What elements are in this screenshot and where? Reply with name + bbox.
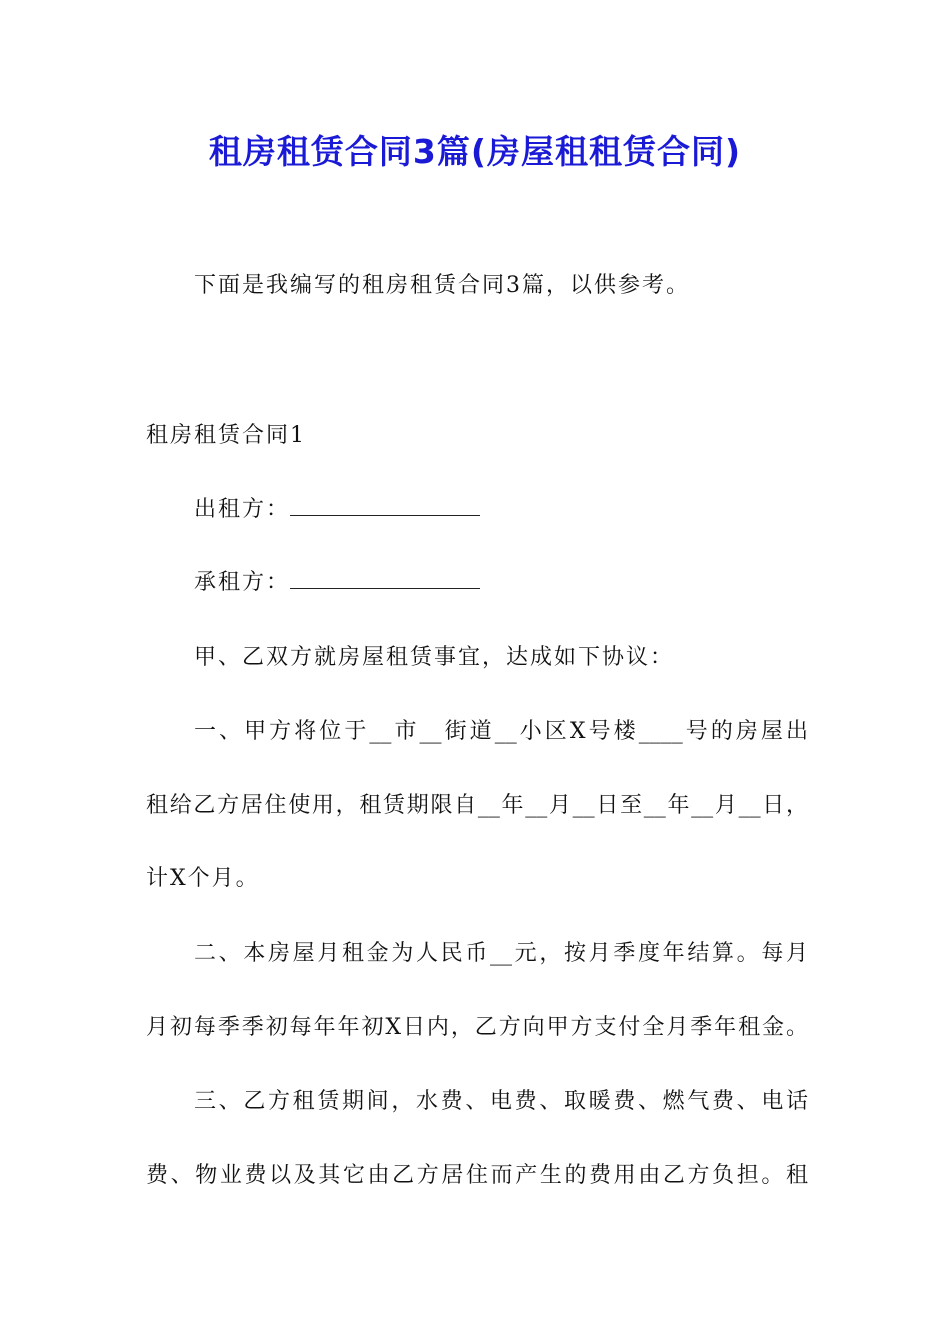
page-title: 租房租赁合同3篇(房屋租租赁合同) [208,132,742,171]
intro-paragraph: 下面是我编写的租房租赁合同3篇，以供参考。 [194,273,690,298]
lessee-label: 承租方： [194,570,291,595]
clause2-line1: 二、本房屋月租金为人民币__元，按月季度年结算。每月 [194,941,808,966]
clause2-line2: 月初每季季初每年年初X日内，乙方向甲方支付全月季年租金。 [146,1015,808,1040]
clause1-line3: 计X个月。 [146,866,260,891]
clause3-line2: 费、物业费以及其它由乙方居住而产生的费用由乙方负担。租 [146,1163,808,1188]
clause1-line2: 租给乙方居住使用，租赁期限自__年__月__日至__年__月__日， [146,793,808,818]
lessee-blank [290,568,480,589]
agreement-line: 甲、乙双方就房屋租赁事宜，达成如下协议： [194,645,675,670]
section-heading: 租房租赁合同1 [146,423,306,448]
lessor-blank [290,495,480,516]
clause1-line1: 一、甲方将位于__市__街道__小区X号楼____号的房屋出 [194,719,808,744]
lessor-label: 出租方： [194,497,291,522]
lessee-line [194,567,480,599]
lessor-line [194,494,480,526]
clause3-line1: 三、乙方租赁期间，水费、电费、取暖费、燃气费、电话 [194,1089,808,1114]
